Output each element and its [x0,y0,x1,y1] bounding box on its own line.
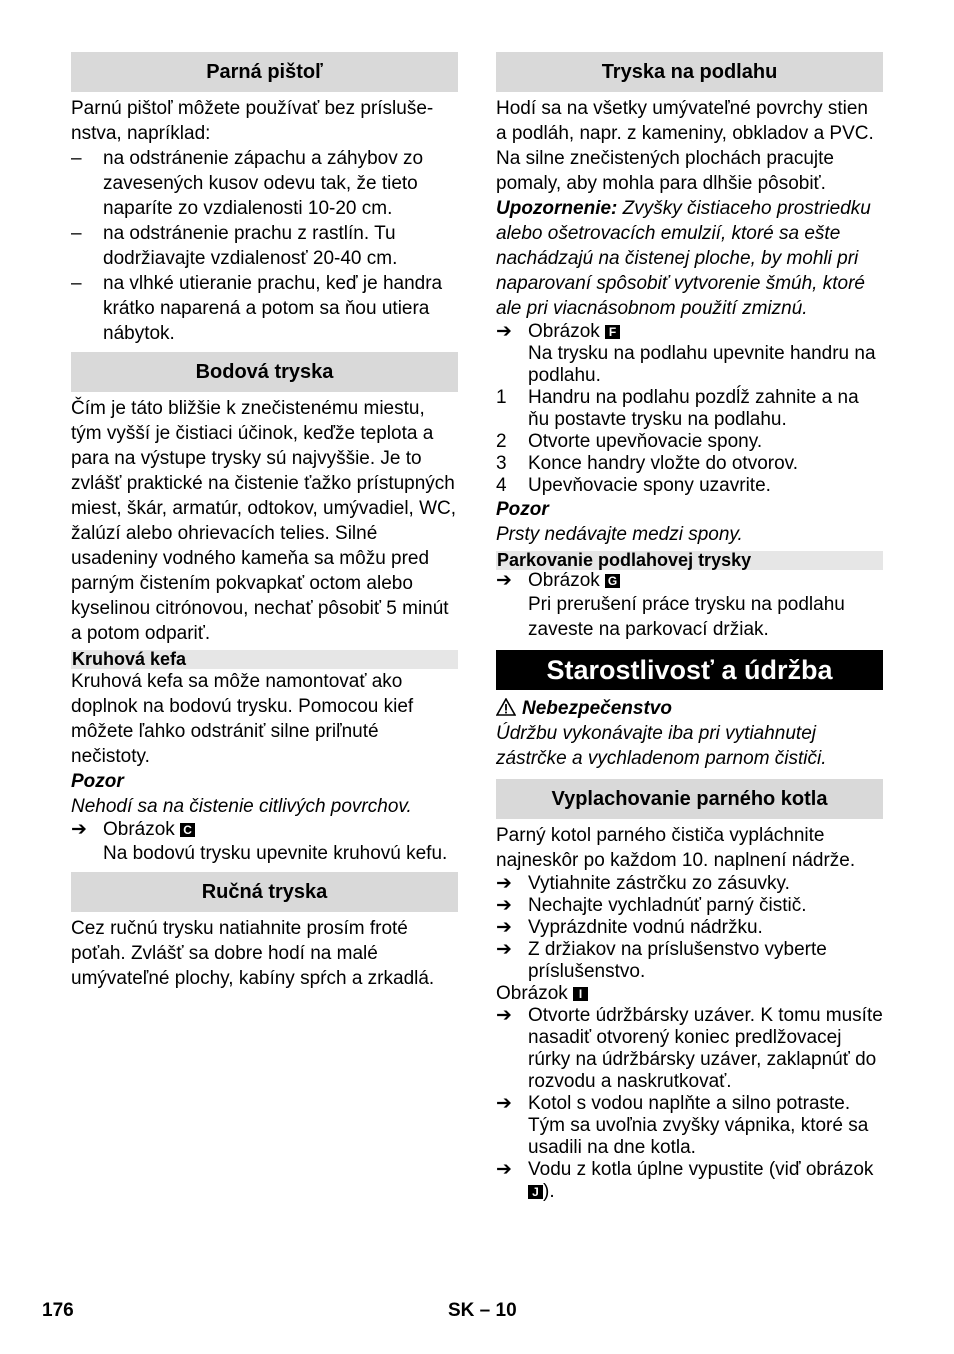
numbered-step: 4 Upevňovacie spony uzavrite. [496,475,771,496]
action-step: ➔ Nechajte vychladnúť parný čistič. [496,895,807,916]
left-column [71,52,458,991]
parna-pistol-intro: Parnú pištoľ môžete používať bez príslušenstva, napríklad: [71,98,434,144]
arrow-right-icon: ➔ [496,321,512,342]
action-step: ➔ Vyprázdnite vodnú nádržku. [496,917,763,938]
chapter-heading-starostlivost: Starostlivosť a údržba [496,650,883,690]
numbered-step: 2 Otvorte upevňovacie spony. [496,431,763,452]
figure-badge: C [180,823,195,837]
section-heading-rucna-tryska: Ručná tryska [71,872,458,912]
action-step: ➔ Kotol s vodou naplňte a silno potraste. Tým sa uvoľnia zvyšky vápnika, ktoré sa usadili na dne kotla. [496,1093,869,1158]
arrow-right-icon: ➔ [496,570,512,591]
figure-badge: F [605,325,620,339]
vyplachovanie-text: Parný kotol parného čističa vypláchnite najneskôr po každom 10. naplnení nádrže. [496,825,856,871]
caution-text: Prsty nedávajte medzi spony. [496,524,743,545]
section-heading-parna-pistol: Parná pištoľ [71,52,458,92]
action-step: ➔ Z držiakov na príslušenstvo vyberte príslušenstvo. [496,939,827,982]
section-heading-vyplachovanie: Vyplachovanie parného kotla [496,779,883,819]
figure-reference: ➔ Obrázok G [496,570,883,592]
figure-instruction: Na bodovú trysku upevnite kruhovú kefu. [103,843,448,864]
list-item: – na odstránenie prachu z rastlín. Tu dodržiavajte vzdialenosť 20-40 cm. [71,223,398,269]
section-heading-tryska-na-podlahu: Tryska na podlahu [496,52,883,92]
bodova-tryska-text: Čím je táto bližšie k znečistenému miestu, tým vyšší je čistiaci účinok, keďže teplota a para na výstupe trysky sú najvyššie. Je to zvlášť praktické na čistenie ťažko prístupných miest, škár, armatúr, odtokov, umývadiel, WC, žalúzí alebo ohrievacích telies. Silné usadeniny vodného kameňa sa môžu pred parným čistením pokvapkať octom alebo kyselinou citrónovou, nechať pôsobiť 5 minút a potom odpariť. [71,398,457,644]
action-step: ➔ Otvorte údržbársky uzáver. K tomu musíte nasadiť otvorený koniec predlžovacej rúrky na údržbársky uzáver, zaklapnúť do rozvodu a naskrutkovať. [496,1005,883,1092]
arrow-right-icon: ➔ [496,1093,512,1114]
arrow-right-icon: ➔ [496,895,512,916]
arrow-right-icon: ➔ [496,873,512,894]
arrow-right-icon: ➔ [496,1159,512,1180]
section-footer-label: SK – 10 [448,1300,517,1321]
subheading-parkovanie: Parkovanie podlahovej trysky [496,551,883,570]
figure-badge: J [528,1185,543,1199]
list-item: – na odstránenie zápachu a záhybov zo zavesených kusov odevu tak, že tieto naparíte zo vzdialenosti 10-20 cm. [71,148,424,219]
figure-badge: I [573,987,588,1001]
caution-text: Nehodí sa na čistenie citlivých povrchov. [71,796,412,817]
figure-reference: Obrázok I [496,983,883,1005]
figure-badge: G [605,574,620,588]
note-paragraph: Upozornenie: Zvyšky čistiaceho prostriedku alebo ošetrovacích emulzií, ktoré sa ešte nachádzajú na čistenej ploche, by mohli pri naparovaní spôsobiť vytvorenie šmúh, ktoré ale pri viacnásobnom použití zmiznú. [496,198,871,319]
caution-label: Pozor [496,499,549,520]
note-label: Upozornenie: [496,198,618,219]
kruhova-kefa-text: Kruhová kefa sa môže namontovať ako doplnok na bodovú trysku. Pomocou kief môžete ľahko odstrániť silne priľnuté nečistoty. [71,671,414,767]
dash-marker: – [71,148,82,169]
arrow-right-icon: ➔ [71,819,87,840]
danger-text: Údržbu vykonávajte iba pri vytiahnutej zástrčke a vychladenom parnom čističi. [496,723,827,769]
right-column [496,52,883,1203]
dash-marker: – [71,223,82,244]
figure-instruction: Pri prerušení práce trysku na podlahu zaveste na parkovací držiak. [528,594,845,640]
section-heading-bodova-tryska: Bodová tryska [71,352,458,392]
arrow-right-icon: ➔ [496,917,512,938]
numbered-step: 3 Konce handry vložte do otvorov. [496,453,799,474]
action-step: ➔ Vodu z kotla úplne vypustite (viď obrázok J ). [496,1159,874,1202]
numbered-step: 1 Handru na podlahu pozdĺž zahnite a na ňu postavte trysku na podlahu. [496,387,859,430]
arrow-right-icon: ➔ [496,939,512,960]
warning-triangle-icon [496,698,516,716]
subheading-kruhova-kefa: Kruhová kefa [71,650,458,669]
rucna-tryska-text: Cez ručnú trysku natiahnite prosím froté poťah. Zvlášť sa dobre hodí na malé umývateľné plochy, kabíny spŕch a zrkadlá. [71,918,435,989]
dash-marker: – [71,273,82,294]
arrow-right-icon: ➔ [496,1005,512,1026]
caution-label: Pozor [71,771,124,792]
list-item: – na vlhké utieranie prachu, keď je handra krátko naparená a potom sa ňou utiera nábytok. [71,273,443,344]
figure-reference: ➔ Obrázok F [496,321,883,343]
page-number: 176 [42,1300,74,1321]
figure-instruction: Na trysku na podlahu upevnite handru na podlahu. [528,343,876,386]
danger-label: Nebezpečenstvo [522,698,672,719]
action-step: ➔ Vytiahnite zástrčku zo zásuvky. [496,873,790,894]
figure-reference: ➔ Obrázok C [71,819,458,841]
danger-label-line [496,696,883,721]
tryska-podlahu-text: Hodí sa na všetky umývateľné povrchy stien a podláh, napr. z kameniny, obkladov a PVC. Na silne znečistených plochách pracujte pomaly, aby mohla para dlhšie pôsobiť. [496,98,874,194]
